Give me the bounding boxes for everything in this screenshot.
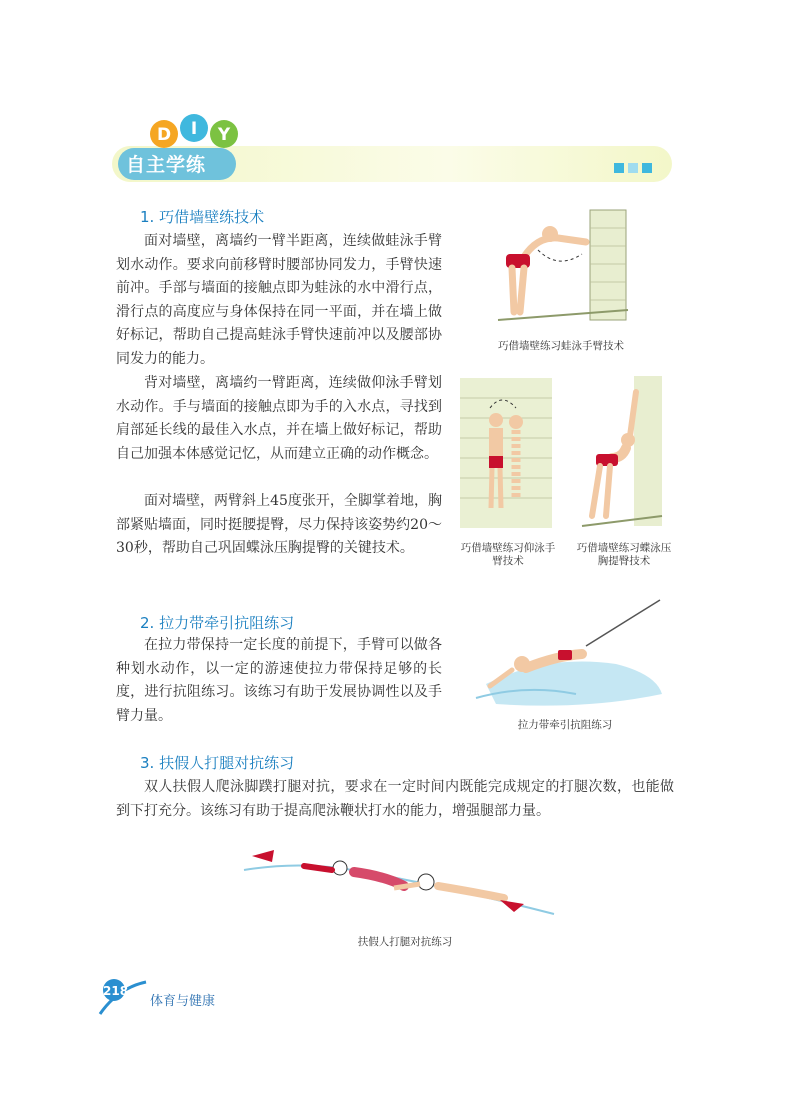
book-title: 体育与健康 [150,994,216,1009]
caption-band: 拉力带牵引抗阻练习 [517,719,613,731]
diy-letter-i: I [190,119,198,139]
kick-dummy-illustration [244,842,564,922]
backstroke-wall-illustration [460,378,552,528]
butterfly-wall-illustration [582,376,662,526]
caption-butterfly: 巧借墙壁练习蝶泳压胸提臀技术 [576,542,672,567]
breaststroke-wall-illustration [478,210,638,330]
section-3-heading: 3. 扶假人打腿对抗练习 [140,754,295,772]
banner-squares [614,158,656,177]
section-1-para-3: 面对墙壁，两臂斜上45度张开，全脚掌着地，胸部紧贴墙面，同时挺腰提臀，尽力保持该姿势约20～30秒，帮助自己巩固蝶泳压胸提臀的关键技术。 [116,493,442,556]
diy-letter-y: Y [217,125,231,145]
banner-title: 自主学练 [126,154,207,176]
section-1-heading: 1. 巧借墙壁练技术 [140,208,265,226]
section-2-para-1: 在拉力带保持一定长度的前提下，手臂可以做各种划水动作，以一定的游速使拉力带保持足够的长度，进行抗阻练习。该练习有助于发展协调性以及手臂力量。 [116,637,442,724]
page-number: 218 [103,984,129,998]
section-1-para-1: 面对墙壁，离墙约一臂半距离，连续做蛙泳手臂划水动作。要求向前移臂时腰部协同发力，手臂快速前冲。手部与墙面的接触点即为蛙泳的水中滑行点，滑行点的高度应与身体保持在同一平面，并在墙上做好标记，帮助自己提高蛙泳手臂快速前冲以及腰部协同发力的能力。 [116,233,442,367]
section-3-para-1: 双人扶假人爬泳脚蹼打腿对抗，要求在一定时间内既能完成规定的打腿次数，也能做到下打充分。该练习有助于提高爬泳鞭状打水的能力，增强腿部力量。 [116,779,674,819]
section-2-heading: 2. 拉力带牵引抗阻练习 [140,614,295,632]
caption-breaststroke: 巧借墙壁练习蛙泳手臂技术 [498,340,624,352]
caption-kick: 扶假人打腿对抗练习 [357,936,453,948]
caption-backstroke: 巧借墙壁练习仰泳手臂技术 [460,542,556,567]
resistance-band-illustration [466,594,666,714]
diy-letter-d: D [156,125,172,145]
diy-logo-icon [146,108,242,152]
section-1-para-2: 背对墙壁，离墙约一臂距离，连续做仰泳手臂划水动作。手与墙面的接触点即为手的入水点，寻找到肩部延长线的最佳入水点，并在墙上做好标记，帮助自己加强本体感觉记忆，从而建立正确的动作概念。 [116,375,442,462]
